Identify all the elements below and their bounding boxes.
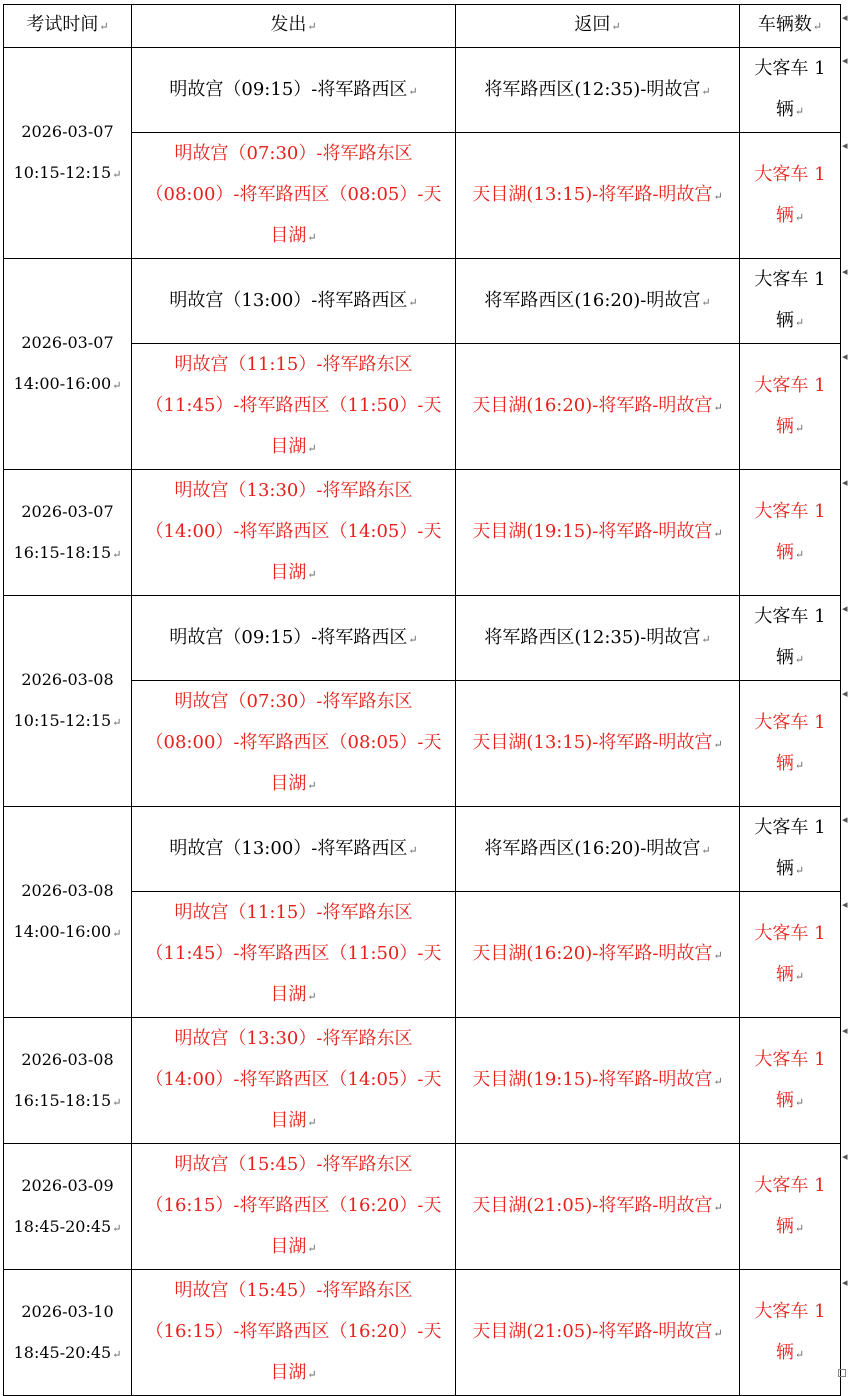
bus-schedule-table	[3, 4, 841, 1396]
return-cell	[456, 1270, 740, 1396]
return-cell	[456, 596, 740, 681]
return-cell-text: 天目湖(19:15)-将军路-明故宫	[472, 521, 713, 542]
return-cell	[456, 344, 740, 470]
depart-cell-text: 明故宫（13:00）-将军路西区	[169, 289, 408, 311]
vehicles-cell	[740, 1018, 841, 1144]
depart-cell	[132, 259, 456, 344]
paragraph-mark-icon: ↵	[794, 421, 805, 435]
return-cell	[456, 133, 740, 259]
vehicles-cell	[740, 259, 841, 344]
vehicles-cell-text: 大客车 1 辆	[754, 1048, 826, 1111]
vehicles-cell-text: 大客车 1 辆	[754, 817, 826, 879]
paragraph-mark-icon: ↵	[794, 1095, 805, 1109]
exam-date: 2026-03-08	[21, 881, 114, 900]
exam-time: 10:15-12:15↵	[13, 163, 122, 182]
row-end-mark-icon: ◂	[842, 813, 848, 826]
table-row	[4, 1144, 841, 1270]
paragraph-mark-icon: ↵	[112, 168, 122, 181]
vehicles-cell-text: 大客车 1 辆	[754, 374, 826, 437]
table-row	[4, 596, 841, 681]
return-cell-text: 天目湖(13:15)-将军路-明故宫	[472, 184, 713, 205]
header-depart: 发出↵	[132, 5, 456, 48]
paragraph-mark-icon: ↵	[112, 927, 122, 940]
row-end-mark-icon: ◂	[842, 476, 848, 489]
row-end-mark-icon: ◂	[842, 350, 848, 363]
exam-time: 18:45-20:45↵	[13, 1342, 122, 1362]
vehicles-cell-text: 大客车 1 辆	[754, 269, 826, 331]
exam-date: 2026-03-08	[21, 1049, 114, 1069]
paragraph-mark-icon: ↵	[794, 758, 805, 772]
depart-cell-text: 明故宫（11:15）-将军路东区（11:45）-将军路西区（11:50）-天目湖	[145, 354, 442, 457]
vehicles-cell	[740, 133, 841, 259]
depart-cell-text: 明故宫（15:45）-将军路东区（16:15）-将军路西区（16:20）-天目湖	[145, 1154, 442, 1257]
paragraph-mark-icon: ↵	[794, 864, 805, 877]
exam-time-cell	[4, 1018, 132, 1144]
row-end-mark-icon: ◂	[842, 1150, 848, 1163]
depart-cell	[132, 470, 456, 596]
paragraph-mark-icon: ↵	[307, 1116, 317, 1129]
row-end-mark-icon: ◂	[842, 602, 848, 615]
return-cell-text: 将军路西区(12:35)-明故宫	[484, 626, 701, 648]
row-end-mark-icon: ◂	[842, 11, 848, 24]
depart-cell-text: 明故宫（15:45）-将军路东区（16:15）-将军路西区（16:20）-天目湖	[145, 1280, 442, 1383]
paragraph-mark-icon: ↵	[794, 969, 805, 983]
return-cell-text: 天目湖(21:05)-将军路-明故宫	[472, 1195, 713, 1216]
paragraph-mark-icon: ↵	[307, 1368, 317, 1381]
exam-date: 2026-03-09	[21, 1175, 114, 1195]
exam-time-cell	[4, 470, 132, 596]
paragraph-mark-icon: ↵	[794, 1347, 805, 1361]
exam-date: 2026-03-07	[21, 333, 114, 352]
paragraph-mark-icon: ↵	[713, 1327, 723, 1340]
vehicles-cell-text: 大客车 1 辆	[754, 606, 826, 668]
return-cell-text: 天目湖(16:20)-将军路-明故宫	[472, 943, 713, 964]
vehicles-cell	[740, 807, 841, 892]
table-row	[4, 1018, 841, 1144]
exam-date: 2026-03-07	[21, 122, 114, 141]
schedule-body	[4, 5, 841, 1396]
return-cell	[456, 681, 740, 807]
return-cell	[456, 892, 740, 1018]
vehicles-cell-text: 大客车 1 辆	[754, 500, 826, 563]
paragraph-mark-icon: ↵	[112, 547, 122, 561]
paragraph-mark-icon: ↵	[713, 738, 723, 751]
paragraph-mark-icon: ↵	[408, 843, 418, 857]
vehicles-cell	[740, 1144, 841, 1270]
exam-date: 2026-03-10	[21, 1301, 114, 1321]
exam-time: 10:15-12:15↵	[13, 711, 122, 730]
depart-cell-text: 明故宫（13:30）-将军路东区（14:00）-将军路西区（14:05）-天目湖	[145, 1028, 442, 1131]
vehicles-cell-text: 大客车 1 辆	[754, 163, 826, 226]
exam-date: 2026-03-07	[21, 501, 114, 521]
return-cell-text: 天目湖(16:20)-将军路-明故宫	[472, 395, 713, 416]
paragraph-mark-icon: ↵	[713, 527, 723, 540]
vehicles-cell-text: 大客车 1 辆	[754, 922, 826, 985]
depart-cell-text: 明故宫（09:15）-将军路西区	[169, 626, 408, 648]
row-end-mark-icon: ◂	[842, 139, 848, 152]
paragraph-mark-icon: ↵	[713, 401, 723, 414]
paragraph-mark-icon: ↵	[794, 547, 805, 561]
table-row	[4, 1270, 841, 1396]
return-cell-text: 天目湖(21:05)-将军路-明故宫	[472, 1321, 713, 1342]
row-end-mark-icon: ◂	[842, 898, 848, 911]
return-cell	[456, 807, 740, 892]
row-end-mark-icon: ◂	[842, 1024, 848, 1037]
header-row	[4, 5, 841, 48]
depart-cell	[132, 596, 456, 681]
depart-cell-text: 明故宫（13:30）-将军路东区（14:00）-将军路西区（14:05）-天目湖	[145, 480, 442, 583]
row-end-mark-icon: ◂	[842, 1276, 848, 1289]
depart-cell-text: 明故宫（07:30）-将军路东区（08:00）-将军路西区（08:05）-天目湖	[145, 143, 442, 246]
paragraph-mark-icon: ↵	[307, 1242, 317, 1255]
depart-cell	[132, 892, 456, 1018]
depart-cell	[132, 681, 456, 807]
paragraph-mark-icon: ↵	[307, 231, 317, 244]
paragraph-mark-icon: ↵	[307, 442, 317, 455]
exam-time-cell	[4, 596, 132, 807]
paragraph-mark-icon: ↵	[408, 295, 418, 309]
paragraph-mark-icon: ↵	[713, 190, 723, 203]
depart-cell	[132, 133, 456, 259]
vehicles-cell-text: 大客车 1 辆	[754, 711, 826, 774]
vehicles-cell	[740, 892, 841, 1018]
table-row	[4, 807, 841, 892]
exam-time-cell	[4, 259, 132, 470]
paragraph-mark-icon: ↵	[794, 316, 805, 329]
row-end-mark-icon: ◂	[842, 265, 848, 278]
row-end-mark-icon: ◂	[842, 54, 848, 67]
return-cell	[456, 259, 740, 344]
paragraph-mark-icon: ↵	[112, 379, 122, 392]
table-row	[4, 470, 841, 596]
paragraph-mark-icon: ↵	[794, 105, 805, 118]
exam-time-cell	[4, 1270, 132, 1396]
paragraph-mark-icon: ↵	[713, 949, 723, 962]
vehicles-cell	[740, 470, 841, 596]
paragraph-mark-icon: ↵	[713, 1201, 723, 1214]
paragraph-mark-icon: ↵	[701, 632, 711, 646]
return-cell-text: 将军路西区(12:35)-明故宫	[484, 78, 701, 100]
paragraph-mark-icon: ↵	[701, 295, 711, 309]
return-cell-text: 将军路西区(16:20)-明故宫	[484, 837, 701, 859]
return-cell	[456, 1018, 740, 1144]
exam-time: 14:00-16:00↵	[13, 374, 122, 393]
vehicles-cell-text: 大客车 1 辆	[754, 1174, 826, 1237]
depart-cell	[132, 807, 456, 892]
return-cell-text: 将军路西区(16:20)-明故宫	[484, 289, 701, 311]
depart-cell	[132, 1018, 456, 1144]
paragraph-mark-icon: ↵	[794, 210, 805, 224]
paragraph-mark-icon: ↵	[307, 990, 317, 1003]
exam-time: 14:00-16:00↵	[13, 922, 122, 941]
vehicles-cell	[740, 681, 841, 807]
exam-time: 16:15-18:15↵	[13, 1090, 122, 1110]
table-row	[4, 48, 841, 133]
table-resize-handle[interactable]	[838, 1369, 846, 1377]
return-cell	[456, 470, 740, 596]
vehicles-cell-text: 大客车 1 辆	[754, 58, 826, 120]
exam-time-cell	[4, 1144, 132, 1270]
vehicles-cell	[740, 596, 841, 681]
row-end-mark-icon: ◂	[842, 687, 848, 700]
paragraph-mark-icon: ↵	[307, 568, 317, 581]
vehicles-cell	[740, 1270, 841, 1396]
header-return: 返回↵	[456, 5, 740, 48]
depart-cell	[132, 344, 456, 470]
exam-time: 16:15-18:15↵	[13, 542, 122, 562]
paragraph-mark-icon: ↵	[408, 84, 418, 98]
depart-cell-text: 明故宫（11:15）-将军路东区（11:45）-将军路西区（11:50）-天目湖	[145, 902, 442, 1005]
depart-cell	[132, 1270, 456, 1396]
header-vehicles: 车辆数↵	[740, 5, 841, 48]
vehicles-cell	[740, 48, 841, 133]
return-cell	[456, 1144, 740, 1270]
depart-cell-text: 明故宫（07:30）-将军路东区（08:00）-将军路西区（08:05）-天目湖	[145, 691, 442, 794]
return-cell-text: 天目湖(19:15)-将军路-明故宫	[472, 1069, 713, 1090]
depart-cell-text: 明故宫（09:15）-将军路西区	[169, 78, 408, 100]
exam-time: 18:45-20:45↵	[13, 1216, 122, 1236]
paragraph-mark-icon: ↵	[112, 1347, 122, 1361]
paragraph-mark-icon: ↵	[112, 716, 122, 729]
table-row	[4, 259, 841, 344]
return-cell	[456, 48, 740, 133]
return-cell-text: 天目湖(13:15)-将军路-明故宫	[472, 732, 713, 753]
vehicles-cell	[740, 344, 841, 470]
paragraph-mark-icon: ↵	[713, 1075, 723, 1088]
paragraph-mark-icon: ↵	[794, 653, 805, 666]
paragraph-mark-icon: ↵	[701, 843, 711, 857]
depart-cell-text: 明故宫（13:00）-将军路西区	[169, 837, 408, 859]
paragraph-mark-icon: ↵	[307, 779, 317, 792]
paragraph-mark-icon: ↵	[408, 632, 418, 646]
exam-date: 2026-03-08	[21, 670, 114, 689]
paragraph-mark-icon: ↵	[112, 1095, 122, 1109]
exam-time-cell	[4, 48, 132, 259]
paragraph-mark-icon: ↵	[112, 1221, 122, 1235]
header-time: 考试时间↵	[4, 5, 132, 48]
paragraph-mark-icon: ↵	[701, 84, 711, 98]
exam-time-cell	[4, 807, 132, 1018]
depart-cell	[132, 1144, 456, 1270]
paragraph-mark-icon: ↵	[794, 1221, 805, 1235]
depart-cell	[132, 48, 456, 133]
vehicles-cell-text: 大客车 1 辆	[754, 1300, 826, 1363]
